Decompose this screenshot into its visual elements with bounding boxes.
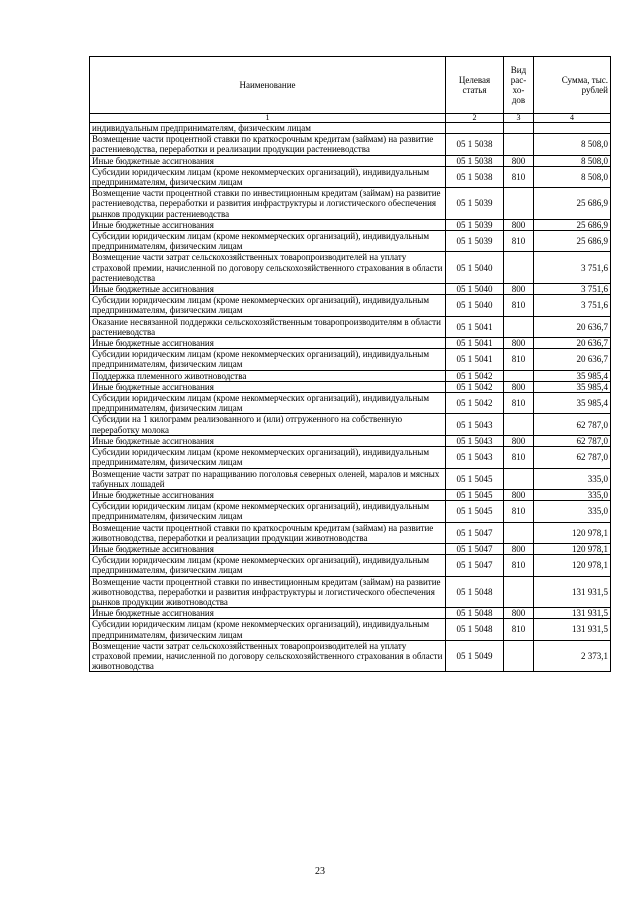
row-type: 810: [504, 555, 534, 576]
row-name: Иные бюджетные ассигнования: [90, 284, 446, 295]
row-sum: 3 751,6: [534, 284, 611, 295]
row-name: Иные бюджетные ассигнования: [90, 219, 446, 230]
row-sum: 35 985,4: [534, 370, 611, 381]
table-row: [90, 370, 611, 381]
row-type: [504, 188, 534, 220]
row-code: 05 1 5042: [446, 393, 504, 414]
row-name: Субсидии юридическим лицам (кроме некоммерческих организаций), индивидуальным предпринимателям, физическим лицам: [90, 231, 446, 252]
row-name: Возмещение части процентной ставки по краткосрочным кредитам (займам) на развитие животноводства, переработки и реализации продукции животноводства: [90, 522, 446, 543]
table-row: [90, 166, 611, 187]
table-row: [90, 576, 611, 608]
row-code: 05 1 5045: [446, 501, 504, 522]
row-sum: 120 978,1: [534, 543, 611, 554]
row-name: Субсидии юридическим лицам (кроме некоммерческих организаций), индивидуальным предпринимателям, физическим лицам: [90, 447, 446, 468]
row-type: [504, 123, 534, 134]
row-type: 810: [504, 166, 534, 187]
row-sum: 8 508,0: [534, 155, 611, 166]
row-name: Иные бюджетные ассигнования: [90, 489, 446, 500]
row-name: Возмещение части затрат сельскохозяйственных товаропроизводителей на уплату страховой премии, начисленной по договору сельскохозяйственного страхования в области животноводства: [90, 640, 446, 672]
row-sum: 25 686,9: [534, 188, 611, 220]
table-row: [90, 155, 611, 166]
row-code: 05 1 5039: [446, 231, 504, 252]
table-row: [90, 555, 611, 576]
column-number: 1: [90, 114, 446, 123]
row-name: Субсидии юридическим лицам (кроме некоммерческих организаций), индивидуальным предпринимателям, физическим лицам: [90, 349, 446, 370]
table-row: [90, 414, 611, 435]
row-code: 05 1 5045: [446, 489, 504, 500]
table-row: [90, 489, 611, 500]
row-code: 05 1 5047: [446, 555, 504, 576]
row-sum: 25 686,9: [534, 219, 611, 230]
row-type: 810: [504, 349, 534, 370]
row-sum: 20 636,7: [534, 338, 611, 349]
row-name: Субсидии юридическим лицам (кроме некоммерческих организаций), индивидуальным предпринимателям, физическим лицам: [90, 555, 446, 576]
row-sum: 131 931,5: [534, 576, 611, 608]
column-number: 3: [504, 114, 534, 123]
row-name: Поддержка племенного животноводства: [90, 370, 446, 381]
row-type: 800: [504, 608, 534, 619]
row-type: 800: [504, 155, 534, 166]
table-row: [90, 338, 611, 349]
row-code: 05 1 5043: [446, 435, 504, 446]
row-type: [504, 316, 534, 337]
table-row: [90, 468, 611, 489]
row-name: Возмещение части процентной ставки по инвестиционным кредитам (займам) на развитие животноводства, переработки и развития инфраструктуры и логистического обеспечения рынков продукции животноводства: [90, 576, 446, 608]
table-row: [90, 435, 611, 446]
column-number: 4: [534, 114, 611, 123]
row-sum: 35 985,4: [534, 393, 611, 414]
row-type: [504, 370, 534, 381]
row-type: 800: [504, 489, 534, 500]
row-name: Иные бюджетные ассигнования: [90, 155, 446, 166]
row-type: 810: [504, 447, 534, 468]
table-row: [90, 134, 611, 155]
row-type: 810: [504, 501, 534, 522]
table-row: [90, 393, 611, 414]
row-sum: 3 751,6: [534, 295, 611, 316]
row-sum: 62 787,0: [534, 447, 611, 468]
row-code: 05 1 5042: [446, 370, 504, 381]
row-sum: 25 686,9: [534, 231, 611, 252]
row-code: [446, 123, 504, 134]
table-row: [90, 219, 611, 230]
row-name: Субсидии на 1 килограмм реализованного и (или) отгруженного на собственную переработку молока: [90, 414, 446, 435]
row-name: Иные бюджетные ассигнования: [90, 608, 446, 619]
row-code: 05 1 5048: [446, 619, 504, 640]
row-code: 05 1 5047: [446, 543, 504, 554]
row-name: Возмещение части затрат по наращиванию поголовья северных оленей, маралов и мясных табунных лошадей: [90, 468, 446, 489]
table-row: [90, 295, 611, 316]
header-sum: Сумма, тыс. рублей: [534, 57, 611, 114]
table-row: [90, 231, 611, 252]
header-type: Вид рас- хо- дов: [504, 57, 534, 114]
row-name: Иные бюджетные ассигнования: [90, 435, 446, 446]
page-number: 23: [315, 866, 325, 877]
row-code: 05 1 5038: [446, 155, 504, 166]
table-row: [90, 381, 611, 392]
row-type: [504, 576, 534, 608]
row-sum: 120 978,1: [534, 522, 611, 543]
row-type: 800: [504, 219, 534, 230]
row-name: Субсидии юридическим лицам (кроме некоммерческих организаций), индивидуальным предпринимателям, физическим лицам: [90, 619, 446, 640]
row-type: [504, 414, 534, 435]
row-type: 810: [504, 295, 534, 316]
budget-table: [89, 56, 611, 672]
row-sum: 20 636,7: [534, 316, 611, 337]
row-code: 05 1 5048: [446, 608, 504, 619]
row-code: 05 1 5040: [446, 252, 504, 284]
row-code: 05 1 5039: [446, 219, 504, 230]
row-code: 05 1 5048: [446, 576, 504, 608]
row-name: Возмещение части затрат сельскохозяйственных товаропроизводителей на уплату страховой премии, начисленной по договору сельскохозяйственного страхования в области растениеводства: [90, 252, 446, 284]
row-type: [504, 134, 534, 155]
row-type: [504, 468, 534, 489]
row-code: 05 1 5040: [446, 295, 504, 316]
row-sum: 335,0: [534, 468, 611, 489]
table-row: [90, 284, 611, 295]
row-sum: 131 931,5: [534, 608, 611, 619]
row-sum: 8 508,0: [534, 166, 611, 187]
row-type: [504, 640, 534, 672]
row-code: 05 1 5041: [446, 349, 504, 370]
row-type: [504, 522, 534, 543]
table-row: [90, 522, 611, 543]
row-sum: 3 751,6: [534, 252, 611, 284]
row-name: Возмещение части процентной ставки по краткосрочным кредитам (займам) на развитие растениеводства, переработки и реализации продукции растениеводства: [90, 134, 446, 155]
column-number: 2: [446, 114, 504, 123]
row-code: 05 1 5049: [446, 640, 504, 672]
row-sum: 8 508,0: [534, 134, 611, 155]
table-row: [90, 543, 611, 554]
row-type: [504, 252, 534, 284]
row-type: 800: [504, 435, 534, 446]
row-code: 05 1 5038: [446, 134, 504, 155]
table-row: [90, 640, 611, 672]
row-type: 810: [504, 231, 534, 252]
table-row: [90, 447, 611, 468]
table-row: [90, 349, 611, 370]
row-sum: 335,0: [534, 489, 611, 500]
row-sum: 62 787,0: [534, 414, 611, 435]
row-name: Субсидии юридическим лицам (кроме некоммерческих организаций), индивидуальным предпринимателям, физическим лицам: [90, 393, 446, 414]
row-sum: 2 373,1: [534, 640, 611, 672]
row-sum: 335,0: [534, 501, 611, 522]
header-code: Целевая статья: [446, 57, 504, 114]
row-name: индивидуальным предпринимателям, физическим лицам: [90, 123, 446, 134]
table-row: [90, 501, 611, 522]
row-sum: 20 636,7: [534, 349, 611, 370]
row-sum: 131 931,5: [534, 619, 611, 640]
table-row: [90, 619, 611, 640]
row-name: Иные бюджетные ассигнования: [90, 381, 446, 392]
row-code: 05 1 5043: [446, 414, 504, 435]
table-header-row: [90, 57, 611, 114]
row-name: Субсидии юридическим лицам (кроме некоммерческих организаций), индивидуальным предпринимателям, физическим лицам: [90, 166, 446, 187]
row-type: 800: [504, 284, 534, 295]
table-row: [90, 608, 611, 619]
row-name: Иные бюджетные ассигнования: [90, 543, 446, 554]
row-name: Иные бюджетные ассигнования: [90, 338, 446, 349]
table-row: [90, 123, 611, 134]
row-code: 05 1 5039: [446, 188, 504, 220]
row-sum: 35 985,4: [534, 381, 611, 392]
row-code: 05 1 5041: [446, 316, 504, 337]
row-name: Субсидии юридическим лицам (кроме некоммерческих организаций), индивидуальным предпринимателям, физическим лицам: [90, 501, 446, 522]
row-code: 05 1 5040: [446, 284, 504, 295]
header-name: Наименование: [90, 57, 446, 114]
row-name: Возмещение части процентной ставки по инвестиционным кредитам (займам) на развитие растениеводства, переработки и развития инфраструктуры и логистического обеспечения рынков продукции растениеводства: [90, 188, 446, 220]
row-name: Субсидии юридическим лицам (кроме некоммерческих организаций), индивидуальным предпринимателям, физическим лицам: [90, 295, 446, 316]
table-row: [90, 316, 611, 337]
row-type: 800: [504, 338, 534, 349]
row-sum: 120 978,1: [534, 555, 611, 576]
row-type: 800: [504, 543, 534, 554]
row-sum: [534, 123, 611, 134]
row-code: 05 1 5045: [446, 468, 504, 489]
row-sum: 62 787,0: [534, 435, 611, 446]
table-row: [90, 188, 611, 220]
row-code: 05 1 5043: [446, 447, 504, 468]
column-number-row: [90, 114, 611, 123]
row-name: Оказание несвязанной поддержки сельскохозяйственным товаропроизводителям в области растениеводства: [90, 316, 446, 337]
row-code: 05 1 5038: [446, 166, 504, 187]
table-row: [90, 252, 611, 284]
table-body: [90, 123, 611, 672]
row-code: 05 1 5042: [446, 381, 504, 392]
row-code: 05 1 5047: [446, 522, 504, 543]
row-code: 05 1 5041: [446, 338, 504, 349]
row-type: 800: [504, 381, 534, 392]
row-type: 810: [504, 619, 534, 640]
row-type: 810: [504, 393, 534, 414]
